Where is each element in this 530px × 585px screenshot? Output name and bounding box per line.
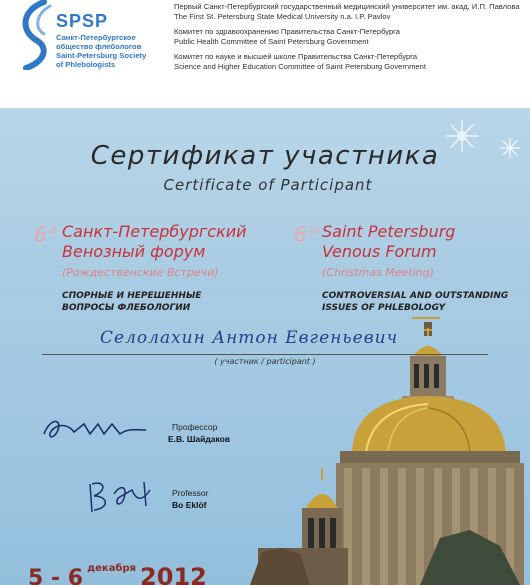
- logo-line-4: of Phlebologists: [56, 60, 116, 69]
- forum-en-line-1: Saint Petersburg: [322, 222, 456, 241]
- logo-line-3: Saint-Petersburg Society: [56, 51, 147, 60]
- forum-number-en: $6^{-th}$: [294, 222, 321, 247]
- forum-ru-line-1: Санкт-Петербургский: [62, 222, 247, 241]
- signatory-2-name: Bo Eklöf: [172, 500, 207, 510]
- signature-eklof: [84, 476, 160, 516]
- participant-name: Селолахин Антон Евгеньевич: [100, 328, 399, 348]
- organizer-en: Science and Higher Education Committee of Saint Petersburg Government: [174, 61, 426, 71]
- issues-en-line-1: CONTROVERSIAL AND OUTSTANDING: [322, 291, 509, 301]
- issues-en-line-2: ISSUES OF PHLEBOLOGY: [322, 303, 446, 313]
- organizer-en: Public Health Committee of Saint Petersburg Government: [174, 36, 369, 46]
- issues-ru-line-2: ВОПРОСЫ ФЛЕБОЛОГИИ: [62, 303, 191, 313]
- spsp-logo-icon: [14, 0, 58, 70]
- organizer-ru: Комитет по науке и высшей школе Правительства Санкт-Петербурга: [174, 52, 418, 61]
- date-days: 5 - 6: [28, 566, 84, 585]
- organizer-health-committee: [174, 27, 400, 46]
- signatory-2-title: Professor: [172, 488, 209, 498]
- organizer-science-committee: [174, 52, 426, 71]
- forum-en-line-2: Venous Forum: [322, 242, 437, 261]
- logo-acronym: SPSP: [56, 11, 109, 31]
- participant-caption: ( участник / participant ): [214, 357, 316, 366]
- forum-issues-en: [322, 290, 508, 314]
- signatory-1-name: Е.В. Шайдаков: [168, 434, 231, 444]
- date-year: 2012: [140, 563, 207, 585]
- issues-ru-line-1: СПОРНЫЕ И НЕРЕШЕННЫЕ: [62, 291, 202, 301]
- forum-ru-line-2: Венозный форум: [62, 242, 206, 261]
- signature-shaidakov: [40, 412, 150, 446]
- logo-line-2: общество флебологов: [56, 42, 142, 51]
- organizer-ru: Комитет по здравоохранению Правительства Санкт-Петербурга: [174, 27, 401, 36]
- organizer-university: [174, 2, 520, 21]
- certificate-title-ru: Сертификат участника: [90, 141, 440, 171]
- date-month: декабря: [87, 563, 137, 574]
- event-date: [28, 563, 207, 585]
- signatory-1-title: Профессор: [172, 422, 218, 432]
- certificate-title-en: Certificate of Participant: [163, 176, 373, 194]
- certificate-header: [0, 0, 530, 108]
- forum-ru-subtitle: (Рождественские Встречи): [62, 266, 219, 279]
- organizer-en: The First St. Petersburg State Medical University n.a. I.P. Pavlov: [174, 11, 391, 21]
- forum-name-ru: [34, 222, 247, 283]
- forum-name-en: [294, 222, 456, 283]
- forum-en-subtitle: (Christmas Meeting): [322, 266, 434, 279]
- forum-issues-ru: [62, 290, 201, 314]
- forum-number-ru: $6^{-й}$: [34, 222, 57, 247]
- logo-society-name: [56, 33, 166, 69]
- organizer-ru: Первый Санкт-Петербургский государственный медицинский университет им. акад. И.П. Павлова: [174, 2, 520, 11]
- participant-underline: [42, 354, 488, 355]
- certificate-body: [0, 108, 530, 585]
- logo-line-1: Санкт-Петербургское: [56, 33, 136, 42]
